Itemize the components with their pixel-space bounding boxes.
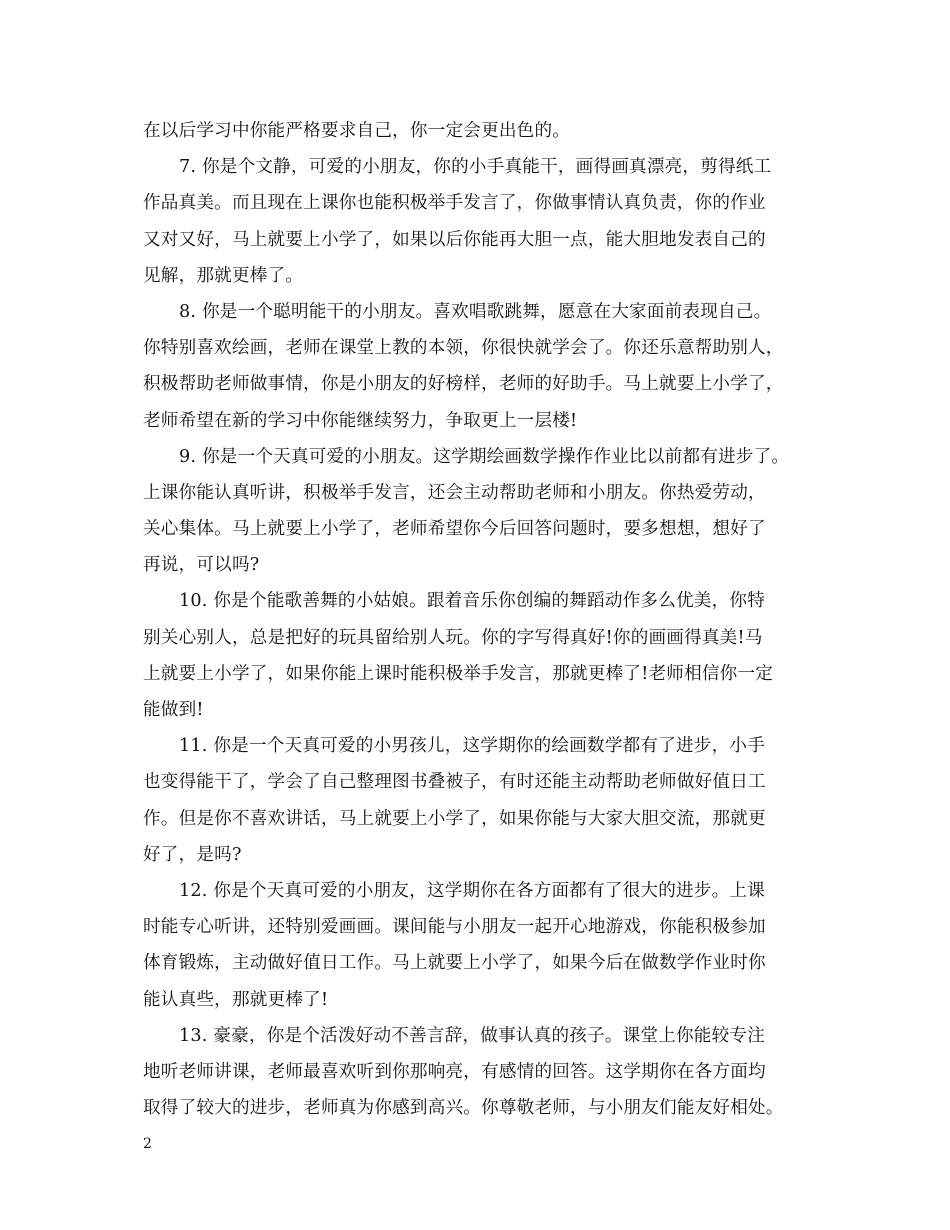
paragraph-13-line: 13. 豪豪，你是个活泼好动不善言辞，做事认真的孩子。课堂上你能较专注	[179, 1025, 765, 1046]
paragraph-11-line: 11. 你是一个天真可爱的小男孩儿，这学期你的绘画数学都有了进步，小手	[179, 736, 765, 757]
text-line: 见解，那就更棒了。	[143, 265, 304, 286]
text-line: 上就要上小学了，如果你能上课时能积极举手发言，那就更棒了!老师相信你一定	[143, 663, 774, 684]
text-line: 关心集体。马上就要上小学了，老师希望你今后回答问题时，要多想想，想好了	[143, 519, 766, 540]
text-line: 你特别喜欢绘画，老师在课堂上教的本领，你很快就学会了。你还乐意帮助别人，	[143, 338, 784, 359]
text-line: 时能专心听讲，还特别爱画画。课间能与小朋友一起开心地游戏，你能积极参加	[143, 917, 766, 938]
paragraph-9-line: 9. 你是一个天真可爱的小朋友。这学期绘画数学操作作业比以前都有进步了。	[179, 446, 790, 467]
paragraph-7-line: 7. 你是个文静，可爱的小朋友，你的小手真能干，画得画真漂亮，剪得纸工	[179, 157, 772, 178]
text-line: 也变得能干了，学会了自己整理图书叠被子，有时还能主动帮助老师做好值日工	[143, 772, 766, 793]
text-line: 地听老师讲课，老师最喜欢听到你那响亮，有感情的回答。这学期你在各方面均	[143, 1061, 766, 1082]
text-line: 作。但是你不喜欢讲话，马上就要上小学了，如果你能与大家大胆交流，那就更	[143, 808, 766, 829]
text-line: 别关心别人，总是把好的玩具留给别人玩。你的字写得真好!你的画画得真美!马	[143, 627, 763, 648]
paragraph-10-line: 10. 你是个能歌善舞的小姑娘。跟着音乐你创编的舞蹈动作多么优美，你特	[179, 591, 765, 612]
text-line: 取得了较大的进步，老师真为你感到高兴。你尊敬老师，与小朋友们能友好相处。	[143, 1098, 784, 1119]
text-line: 在以后学习中你能严格要求自己，你一定会更出色的。	[143, 121, 571, 141]
page-number: 2	[143, 1136, 152, 1152]
text-line: 体育锻炼，主动做好值日工作。马上就要上小学了，如果今后在做数学作业时你	[143, 953, 766, 974]
document-body	[143, 113, 833, 1126]
text-line: 积极帮助老师做事情，你是小朋友的好榜样，老师的好助手。马上就要上小学了，	[143, 374, 784, 395]
paragraph-8-line: 8. 你是一个聪明能干的小朋友。喜欢唱歌跳舞，愿意在大家面前表现自己。	[179, 301, 772, 322]
text-line: 能做到!	[143, 700, 204, 720]
text-line: 作品真美。而且现在上课你也能积极举手发言了，你做事情认真负责，你的作业	[143, 193, 766, 214]
text-line: 又对又好，马上就要上小学了，如果以后你能再大胆一点，能大胆地发表自己的	[143, 229, 766, 250]
text-line: 上课你能认真听讲，积极举手发言，还会主动帮助老师和小朋友。你热爱劳动，	[143, 482, 766, 503]
text-line: 能认真些，那就更棒了!	[143, 989, 329, 1010]
paragraph-12-line: 12. 你是个天真可爱的小朋友，这学期你在各方面都有了很大的进步。上课	[179, 880, 765, 901]
text-line: 老师希望在新的学习中你能继续努力，争取更上一层楼!	[143, 410, 578, 431]
text-line: 再说，可以吗?	[143, 555, 260, 576]
text-line: 好了，是吗?	[143, 844, 242, 865]
